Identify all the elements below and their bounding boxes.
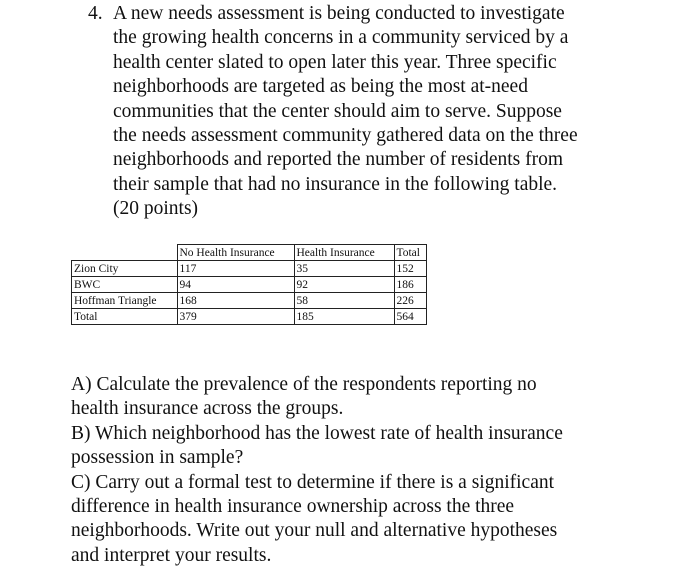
table-row-label: Hoffman Triangle — [72, 293, 178, 309]
subquestion-line: health insurance across the groups. — [71, 398, 344, 420]
subquestion-line: difference in health insurance ownership across the three — [71, 496, 515, 518]
question-line: neighborhoods are targeted as being the most at-need — [113, 76, 528, 98]
subquestion-line: neighborhoods. Write out your null and alternative hypotheses — [71, 520, 558, 542]
subquestion-line: B) Which neighborhood has the lowest rate of health insurance — [71, 422, 563, 444]
subquestion-line: A) Calculate the prevalence of the respondents reporting no — [71, 374, 537, 395]
question-line: neighborhoods and reported the number of residents from — [113, 149, 564, 171]
table-cell: 185 — [294, 309, 394, 325]
insurance-table — [71, 244, 427, 325]
table-header-cell: Total — [394, 245, 426, 261]
table-header-cell — [72, 245, 178, 261]
question-line: their sample that had no insurance in the following table. — [113, 173, 558, 195]
table-header-cell: Health Insurance — [294, 245, 394, 261]
question-line: health center slated to open later this year. Three specific — [113, 51, 557, 73]
question-number: 4. — [88, 3, 103, 24]
question-line: the growing health concerns in a community serviced by a — [113, 27, 569, 49]
question-points: (20 points) — [113, 198, 199, 220]
question-line: communities that the center should aim to serve. Suppose — [113, 100, 562, 122]
table-cell: 152 — [394, 261, 426, 277]
table-cell: 117 — [177, 261, 294, 277]
subquestion-line: and interpret your results. — [71, 544, 272, 566]
table-total-row — [72, 309, 427, 325]
table-row — [72, 293, 427, 309]
question-line: the needs assessment community gathered data on the three — [113, 125, 578, 147]
question-text — [113, 2, 683, 222]
table-row — [72, 277, 427, 293]
table-row-label: Zion City — [72, 261, 178, 277]
question-line: A new needs assessment is being conducted to investigate — [113, 3, 565, 24]
table-row — [72, 261, 427, 277]
table-cell: 168 — [177, 293, 294, 309]
table-cell: 226 — [394, 293, 426, 309]
table-cell: 58 — [294, 293, 394, 309]
table-header-cell: No Health Insurance — [177, 245, 294, 261]
table-cell: 92 — [294, 277, 394, 293]
table-cell: 35 — [294, 261, 394, 277]
table-header-row — [72, 245, 427, 261]
table-cell: 186 — [394, 277, 426, 293]
table-cell: 94 — [177, 277, 294, 293]
subquestion-line: C) Carry out a formal test to determine if there is a significant — [71, 471, 555, 493]
subquestion-line: possession in sample? — [71, 447, 244, 469]
table-cell: 564 — [394, 309, 426, 325]
table-row-label: Total — [72, 309, 178, 325]
table-row-label: BWC — [72, 277, 178, 293]
table-cell: 379 — [177, 309, 294, 325]
subquestions — [71, 373, 681, 568]
